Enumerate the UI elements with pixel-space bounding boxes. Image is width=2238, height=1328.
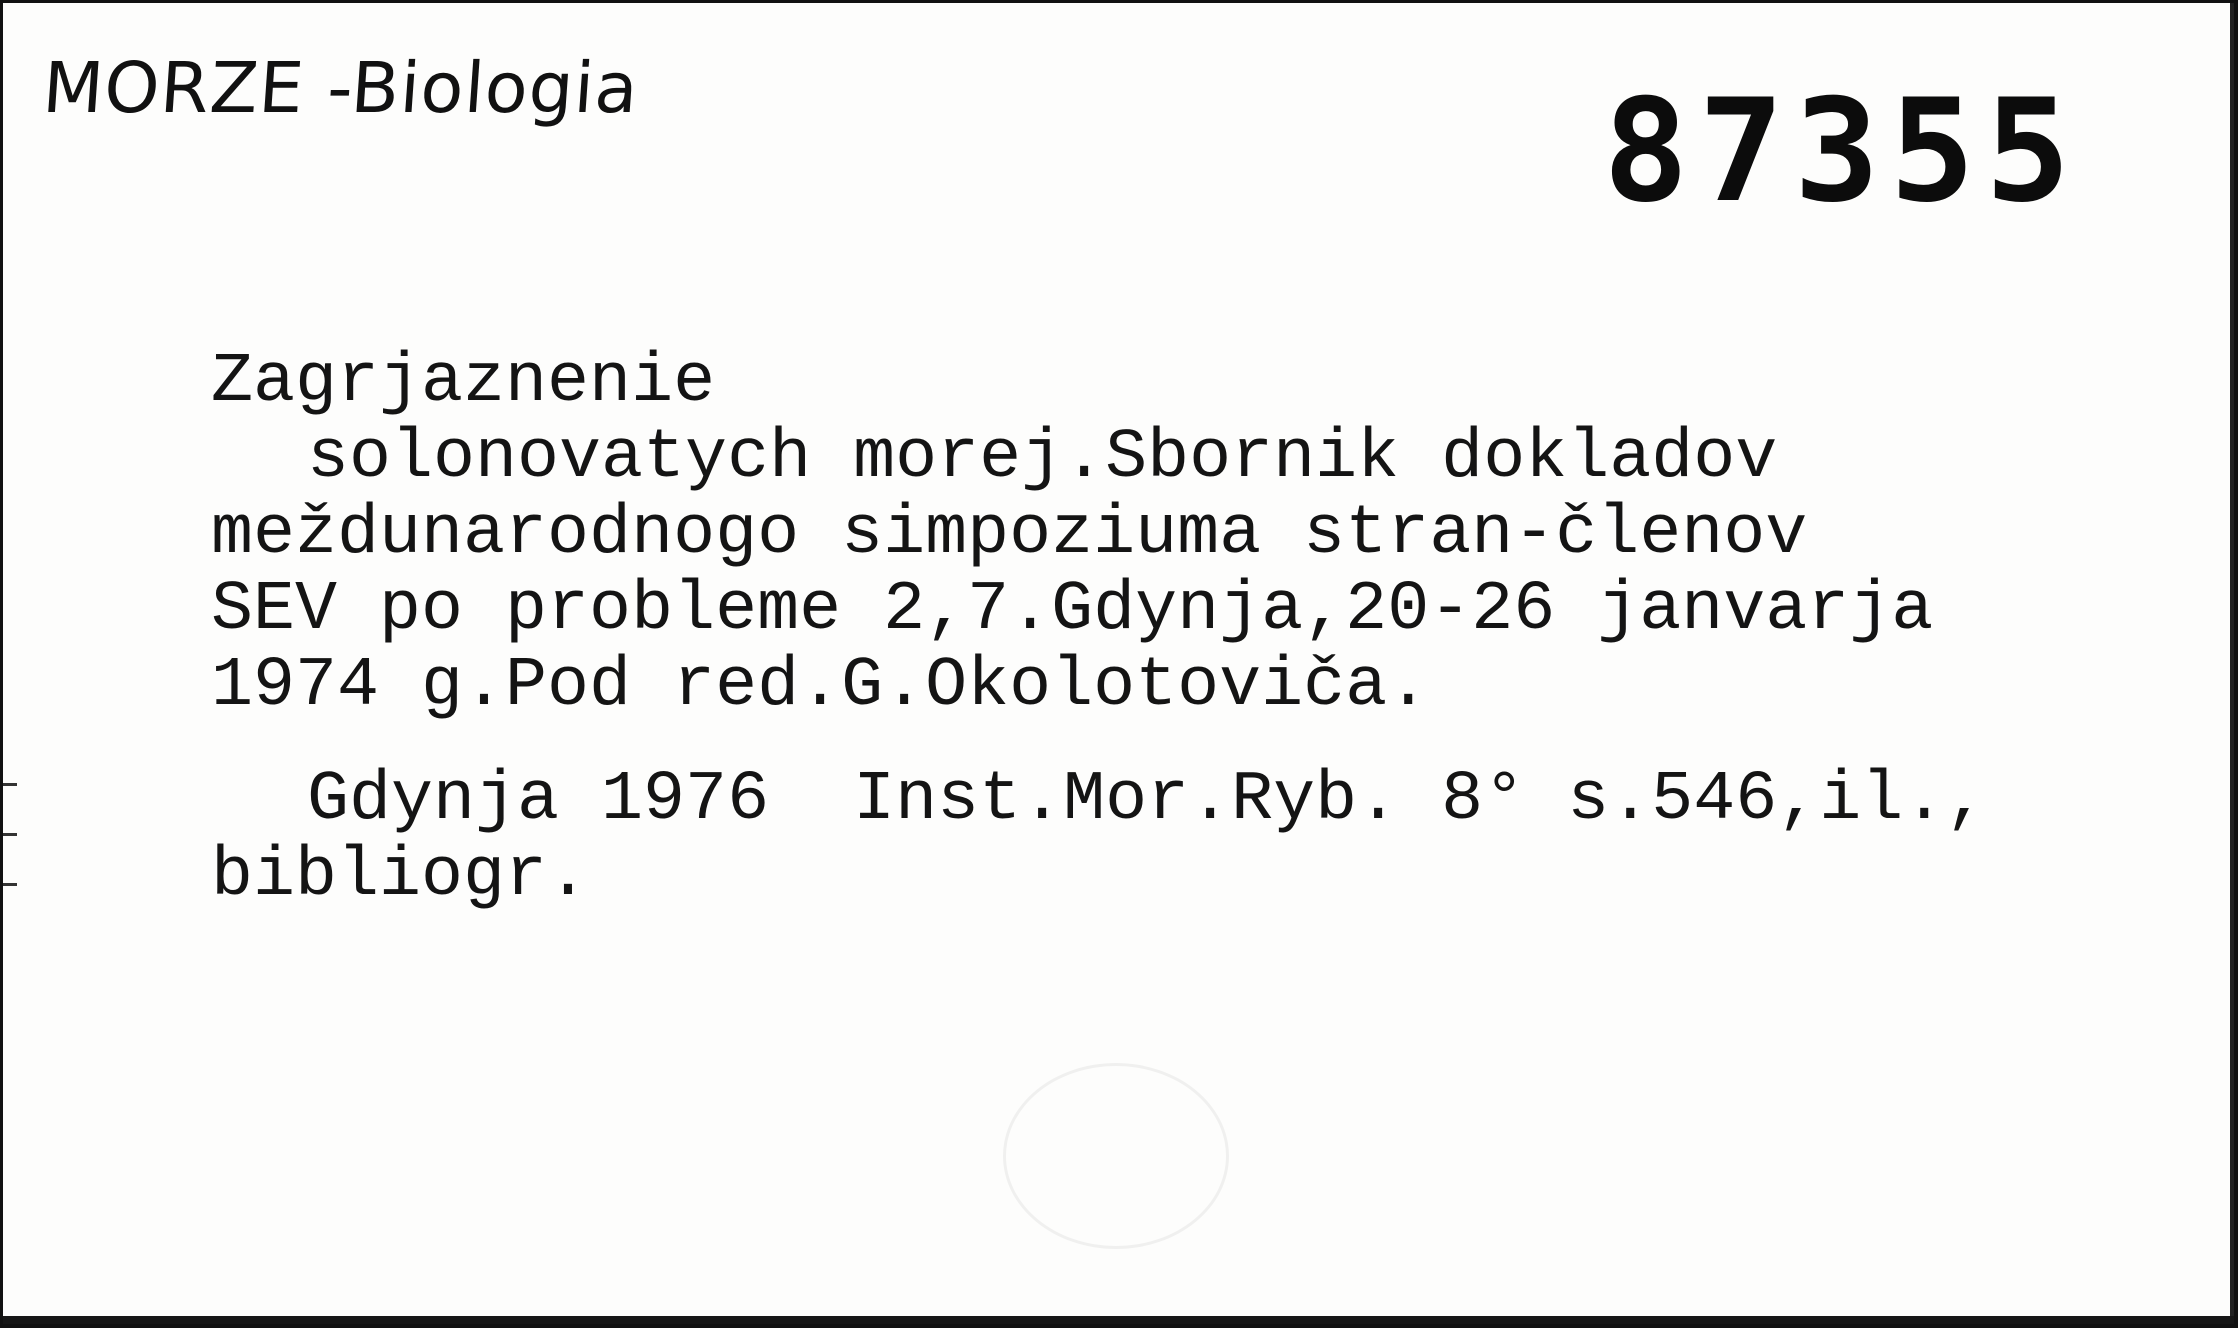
title-line-1: Zagrjaznenie: [211, 343, 716, 422]
title-line-4: SEV po probleme 2,7.Gdynja,20-26 janvarja: [211, 571, 1934, 650]
title-line-5: 1974 g.Pod red.G.Okolotoviča.: [211, 647, 1430, 726]
imprint-line-1: Gdynja 1976 Inst.Mor.Ryb. 8° s.546,il.,: [307, 761, 1988, 840]
title-line-2: solonovatych morej.Sbornik dokladov: [307, 419, 1778, 498]
card-edge-right: [2224, 3, 2234, 1324]
edge-tick: [3, 883, 17, 886]
faint-stamp-mark: [1003, 1063, 1229, 1249]
title-line-3: meždunarodnogo simpoziuma stran-členov: [211, 495, 1808, 574]
catalog-number: 87355: [1603, 69, 2081, 234]
imprint-line-2: bibliogr.: [211, 837, 590, 916]
subject-heading: MORZE -Biologia: [40, 47, 642, 129]
card-edge-bottom: [3, 1316, 2234, 1324]
edge-tick: [3, 783, 17, 786]
edge-tick: [3, 833, 17, 836]
